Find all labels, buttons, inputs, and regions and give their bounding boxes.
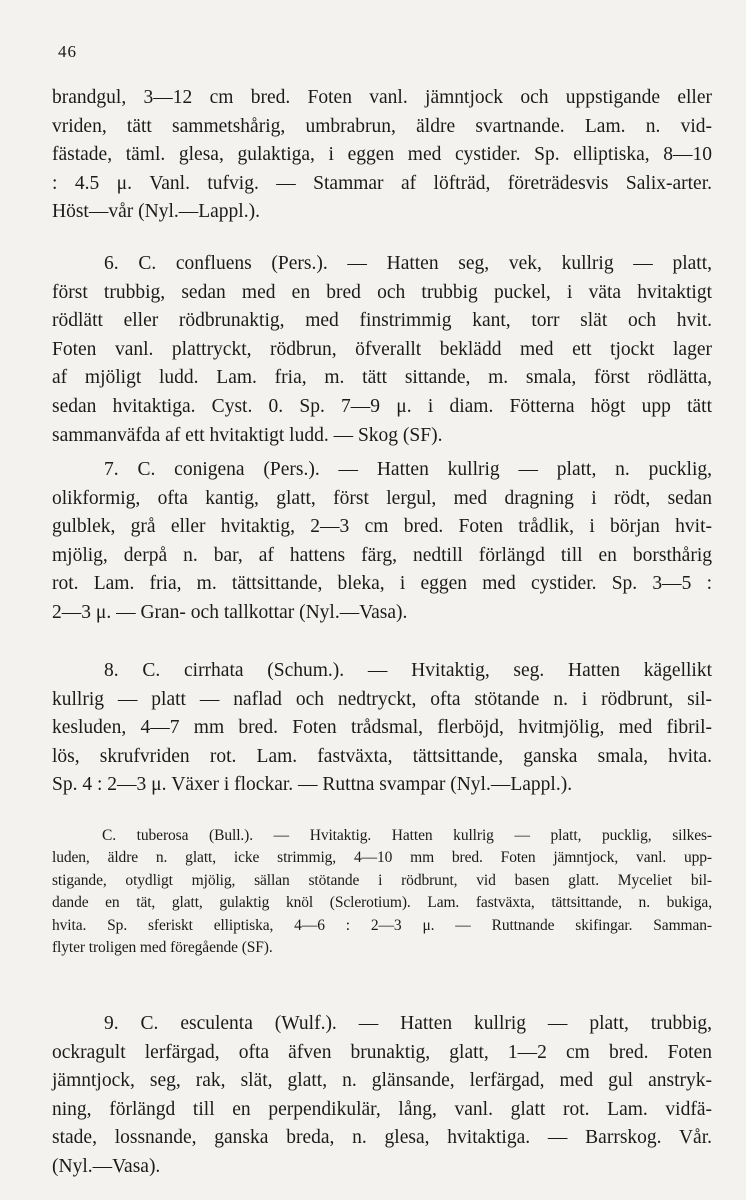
text-line: kullrig — platt — naflad och nedtryckt, ofta stötande n. i rödbrunt, sil- [52,688,712,710]
text-line: stade, lossnande, ganska breda, n. glesa, hvitaktiga. — Barrskog. Vår. [52,1127,712,1149]
page-number: 46 [58,42,77,61]
text-line: flyter troligen med föregående (SF). [52,939,273,957]
text-line: 2—3 μ. — Gran- och tallkottar (Nyl.—Vasa). [52,601,408,623]
text-line: rödlätt eller rödbrunaktig, med finstrimmig kant, torr slät och hvit. [52,310,712,332]
text-line: vriden, tätt sammetshårig, umbrabrun, äldre svartnande. Lam. n. vid- [52,115,712,137]
text-line: ockragult lerfärgad, ofta äfven brunaktig, glatt, 1—2 cm bred. Foten [52,1041,712,1063]
text-line: af mjöligt ludd. Lam. fria, m. tätt sittande, m. smala, först rödlätta, [52,367,712,389]
text-line: (Nyl.—Vasa). [52,1155,161,1177]
paragraph-species-7-conigena [52,456,712,628]
paragraph-continuation [52,84,712,227]
text-line: Foten vanl. plattryckt, rödbrun, öfverallt beklädd med ett tjockt lager [52,338,712,360]
text-line: dande en tät, glatt, gulaktig knöl (Sclerotium). Lam. fastväxta, tättsittande, n. bukiga, [52,894,712,912]
text-line: kesluden, 4—7 mm bred. Foten trådsmal, flerböjd, hvitmjölig, med fibril- [52,717,712,739]
species-heading-line: 7. C. conigena (Pers.). — Hatten kullrig — platt, n. pucklig, [104,459,712,480]
paragraph-species-9-esculenta [52,1010,712,1182]
note-c-tuberosa [52,825,712,959]
text-line: ning, förlängd till en perpendikulär, lång, vanl. glatt rot. Lam. vidfä- [52,1098,712,1120]
text-line: brandgul, 3—12 cm bred. Foten vanl. jämntjock och uppstigande eller [52,87,712,108]
paragraph-species-6-confluens [52,250,712,450]
text-line: lös, skrufvriden rot. Lam. fastväxta, tättsittande, ganska smala, hvita. [52,745,712,767]
text-line: olikformig, ofta kantig, glatt, först lergul, med dragning i rödt, sedan [52,487,712,509]
text-line: jämntjock, seg, rak, slät, glatt, n. glänsande, lerfärgad, med gul anstryk- [52,1070,712,1092]
text-line: : 4.5 μ. Vanl. tufvig. — Stammar af löfträd, företrädesvis Salix-arter. [52,172,712,194]
text-line: först trubbig, sedan med en bred och trubbig puckel, i väta hvitaktigt [52,281,712,303]
text-line: luden, äldre n. glatt, icke strimmig, 4—10 mm bred. Foten jämntjock, vanl. upp- [52,849,712,867]
text-line: gulblek, grå eller hvitaktig, 2—3 cm bred. Foten trådlik, i början hvit- [52,516,712,538]
text-line: Höst—vår (Nyl.—Lappl.). [52,201,260,223]
text-line: sammanväfda af ett hvitaktigt ludd. — Skog (SF). [52,424,443,446]
text-line: Sp. 4 : 2—3 μ. Växer i flockar. — Ruttna svampar (Nyl.—Lappl.). [52,774,573,796]
text-line: rot. Lam. fria, m. tättsittande, bleka, i eggen med cystider. Sp. 3—5 : [52,573,712,595]
species-heading-line: 8. C. cirrhata (Schum.). — Hvitaktig, seg. Hatten kägellikt [104,660,712,681]
text-line: mjölig, derpå n. bar, af hattens färg, nedtill förlängd till en borsthårig [52,544,712,566]
species-heading-line: 9. C. esculenta (Wulf.). — Hatten kullrig — platt, trubbig, [104,1013,712,1034]
text-line: hvita. Sp. sferiskt elliptiska, 4—6 : 2—3 μ. — Ruttnande skifingar. Samman- [52,916,712,934]
text-line: fästade, täml. glesa, gulaktiga, i eggen med cystider. Sp. elliptiska, 8—10 [52,144,712,166]
text-line: sedan hvitaktiga. Cyst. 0. Sp. 7—9 μ. i diam. Fötterna högt upp tätt [52,395,712,417]
text-line: stigande, otydligt mjölig, sällan stötande i rödbrunt, vid basen glatt. Myceliet bil- [52,871,712,889]
paragraph-species-8-cirrhata [52,657,712,800]
species-heading-line: 6. C. confluens (Pers.). — Hatten seg, vek, kullrig — platt, [104,253,712,274]
species-heading-line: C. tuberosa (Bull.). — Hvitaktig. Hatten kullrig — platt, pucklig, silkes- [102,827,712,844]
